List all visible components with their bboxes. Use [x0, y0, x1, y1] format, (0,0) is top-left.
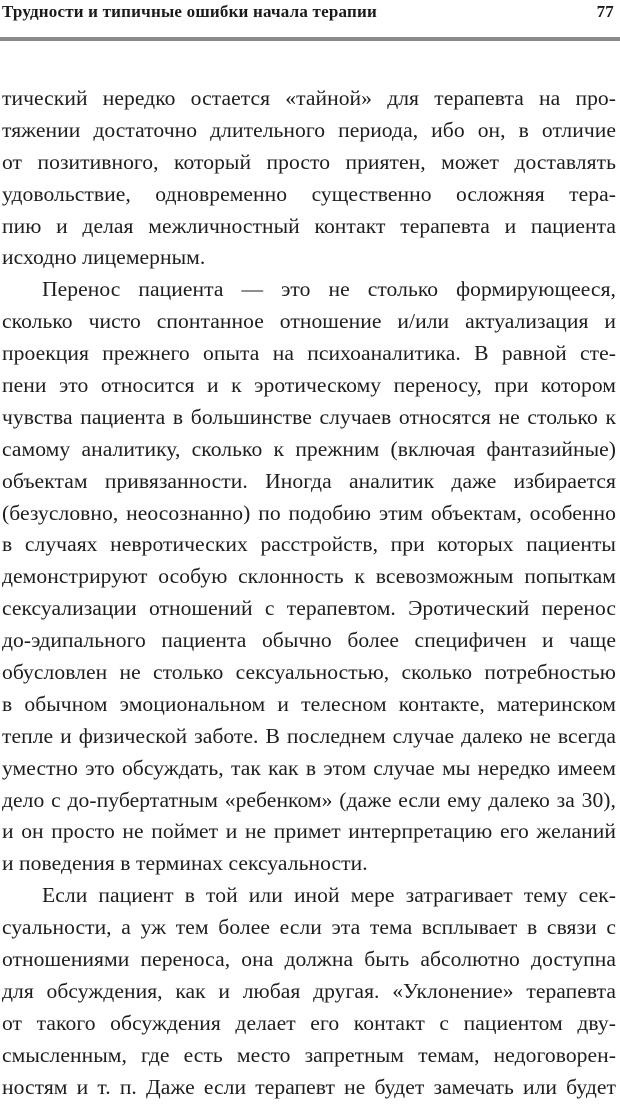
text-line: тяжении достаточно длительного периода, ибо он, в отличие [2, 117, 616, 142]
text-line: суальности, а уж тем более если эта тема всплывает в связи с [2, 915, 616, 940]
text-line: Если пациент в той или иной мере затрагивает тему сек- [42, 883, 616, 908]
text-line: пени это относится и к эротическому переносу, при котором [2, 373, 616, 398]
text-line: в случаях невротических расстройств, при которых пациенты [2, 532, 616, 557]
text-line: от такого обсуждения делает его контакт с пациентом дву- [2, 1010, 616, 1035]
text-line: Перенос пациента — это не столько формирующееся, [42, 277, 616, 302]
text-line: отношениями переноса, она должна быть абсолютно доступна [2, 947, 616, 972]
text-line: (безусловно, неосознанно) по подобию этим объектам, особенно [2, 500, 616, 525]
text-line: объектам привязанности. Иногда аналитик даже избирается [2, 468, 616, 493]
text-line: в обычном эмоциональном и телесном контакте, материнском [2, 691, 616, 716]
header-rule [0, 37, 620, 41]
body-text [2, 83, 616, 1104]
text-line: демонстрируют особую склонность к всевозможным попыткам [2, 564, 616, 589]
text-line: для обсуждения, как и любая другая. «Уклонение» терапевта [2, 978, 616, 1003]
text-line: проекция прежнего опыта на психоаналитика. В равной сте- [2, 341, 616, 366]
text-line: ностям и т. п. Даже если терапевт не будет замечать или будет [2, 1074, 616, 1099]
text-line: и поведения в терминах сексуальности. [2, 851, 368, 876]
paragraph [2, 274, 616, 880]
text-line: тепле и физической заботе. В последнем случае далеко не всегда [2, 723, 616, 748]
text-line: сексуализации отношений с терапевтом. Эротический перенос [2, 596, 616, 621]
text-line: уместно это обсуждать, так как в этом случае мы нередко имеем [2, 755, 616, 780]
text-line: до-эдипального пациента обычно более специфичен и чаще [2, 628, 616, 653]
text-line: и он просто не поймет и не примет интерпретацию его желаний [2, 819, 616, 844]
text-line: обусловлен не столько сексуальностью, сколько потребностью [2, 660, 616, 685]
paragraph [2, 83, 616, 274]
text-line: дело с до-пубертатным «ребенком» (даже если ему далеко за 30), [2, 787, 616, 812]
text-line: чувства пациента в большинстве случаев относятся не столько к [2, 404, 616, 429]
text-line: тический нередко остается «тайной» для терапевта на про- [2, 86, 616, 110]
running-head [2, 2, 614, 28]
text-line: удовольствие, одновременно существенно осложняя тера- [2, 181, 616, 206]
text-line: смысленным, где есть место запретным темам, недоговорен- [2, 1042, 616, 1067]
page-number: 77 [596, 2, 614, 21]
text-line: от позитивного, который просто приятен, может доставлять [2, 149, 616, 174]
text-line: самому аналитику, сколько к прежним (включая фантазийные) [2, 436, 616, 461]
text-line: исходно лицемерным. [2, 245, 206, 270]
text-line: пию и делая межличностный контакт терапевта и пациента [2, 213, 616, 238]
text-line: сколько чисто спонтанное отношение и/или актуализация и [2, 309, 616, 334]
paragraph [2, 880, 616, 1103]
running-head-title: Трудности и типичные ошибки начала терапии [2, 2, 377, 21]
